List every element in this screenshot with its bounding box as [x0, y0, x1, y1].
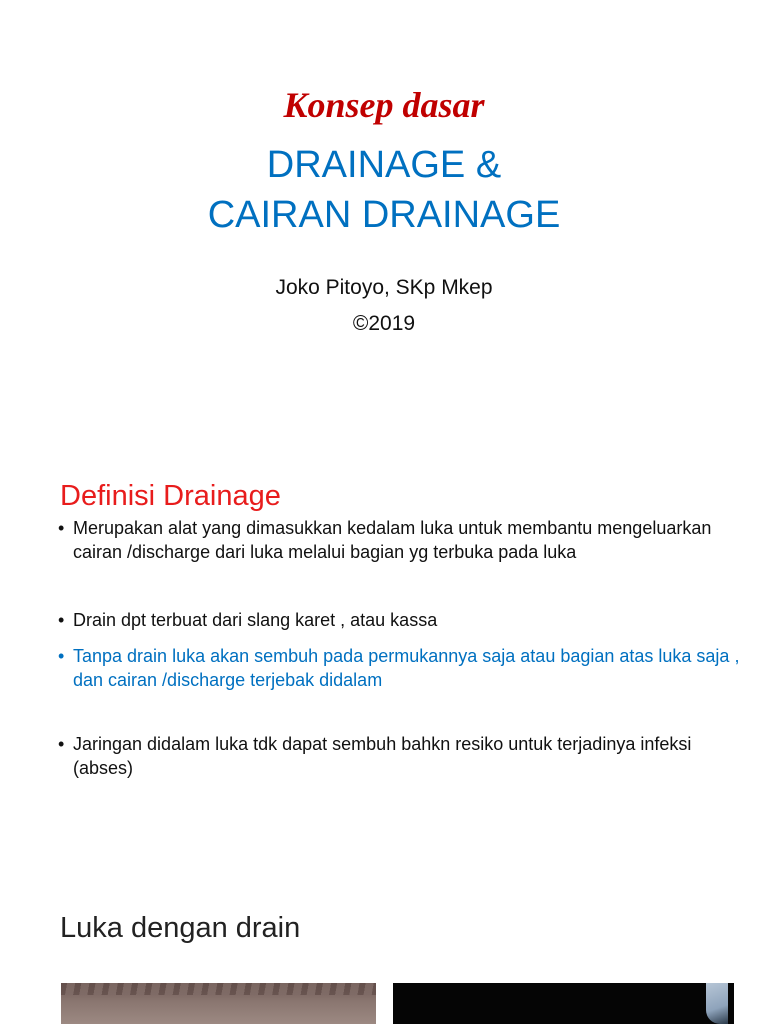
bullet-text: Drain dpt terbuat dari slang karet , atau kassa — [73, 610, 438, 630]
bullet-dot-icon: • — [58, 646, 65, 666]
bullet-dot-icon: • — [58, 518, 65, 538]
definition-bullet-list — [58, 516, 748, 780]
bullet-item — [58, 516, 748, 564]
author-name: Joko Pitoyo, SKp Mkep — [275, 276, 493, 299]
title-line-2: CAIRAN DRAINAGE — [207, 194, 561, 236]
bullet-text: Jaringan didalam luka tdk dapat sembuh bahkn resiko untuk terjadinya infeksi (abses) — [73, 734, 692, 778]
definition-title: Definisi Drainage — [60, 480, 281, 512]
bullet-dot-icon: • — [58, 734, 65, 754]
bullet-item — [58, 732, 748, 780]
wound-photo-right — [393, 983, 734, 1024]
wound-drain-slide — [0, 870, 768, 1024]
wound-photo-left — [61, 983, 376, 1024]
title-line-1: DRAINAGE & — [266, 144, 502, 186]
bullet-dot-icon: • — [58, 610, 65, 630]
bullet-item-highlighted — [58, 644, 748, 692]
wound-drain-title: Luka dengan drain — [60, 912, 301, 944]
author-block — [0, 270, 768, 342]
slide-title — [0, 140, 768, 240]
bullet-text: Merupakan alat yang dimasukkan kedalam luka untuk membantu mengeluarkan cairan /discharge dari luka melalui bagian yg terbuka pada luka — [73, 518, 712, 562]
bullet-text: Tanpa drain luka akan sembuh pada permukannya saja atau bagian atas luka saja , dan cairan /discharge terjebak didalam — [73, 646, 740, 690]
title-slide — [0, 0, 768, 440]
bullet-item — [58, 608, 748, 632]
copyright-year: ©2019 — [352, 312, 416, 335]
slide-subtitle: Konsep dasar — [283, 85, 485, 125]
definition-slide — [0, 440, 768, 870]
